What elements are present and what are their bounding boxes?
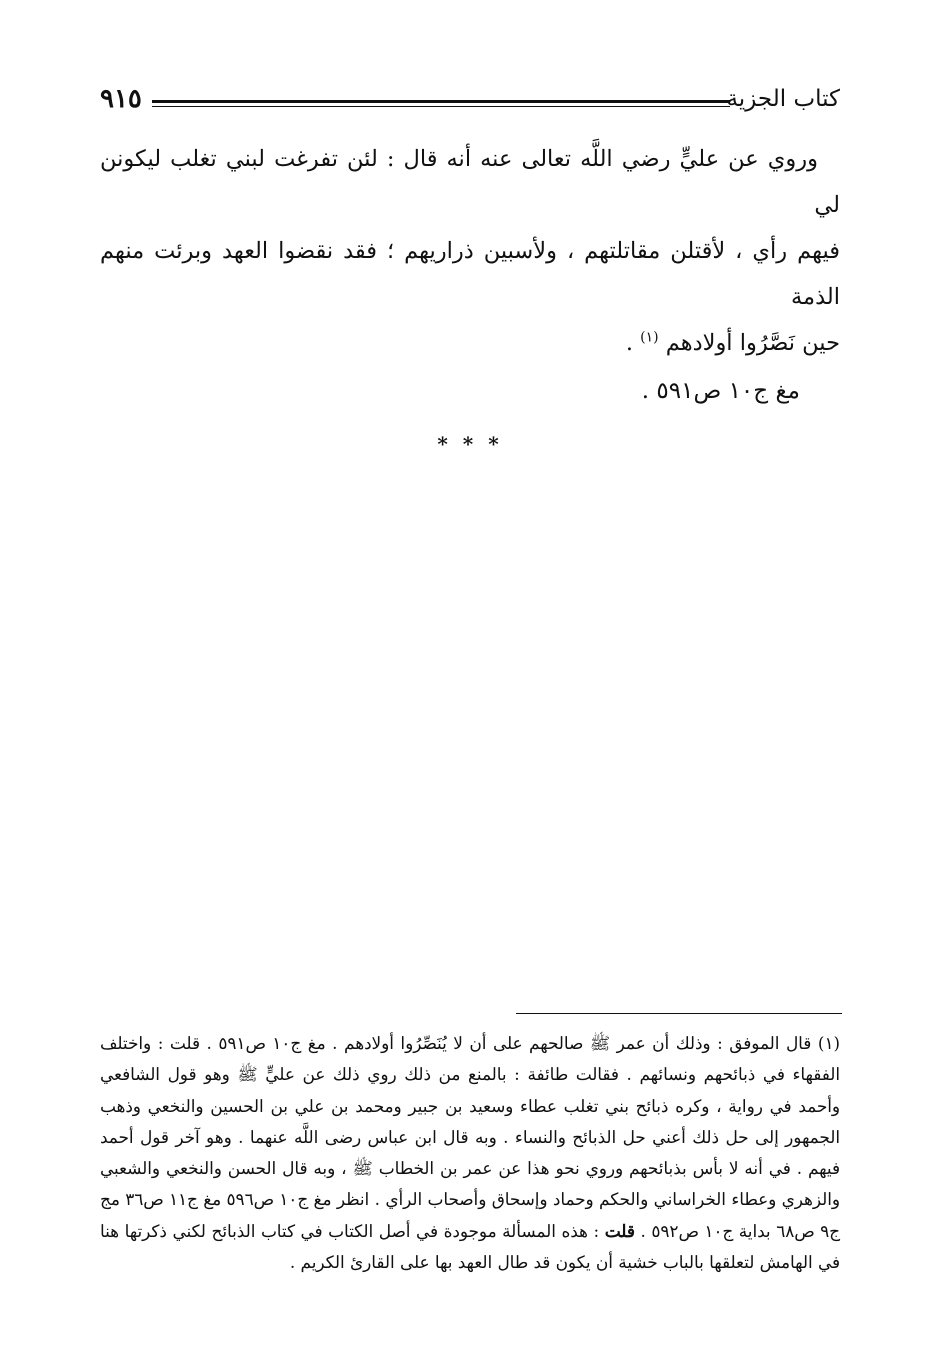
paragraph-line-last xyxy=(100,320,840,366)
page-number: ٩١٥ xyxy=(100,84,142,114)
footnote-line: الذبائح لكني ذكرتها هنا في الهامش لتعلقها بالباب خشية أن يكون قد طال العهد بها على القارئ الكريم . xyxy=(100,1220,840,1273)
footnote-line: الشافعي وأحمد في رواية ، وكره ذبائح بني تغلب عطاء وسعيد بن جبير ومحمد بن علي بن الحسين والنخعي xyxy=(100,1064,840,1116)
source-reference: مغ ج١٠ ص٥٩١ . xyxy=(641,378,800,404)
footnote-reference[interactable]: (١) xyxy=(640,329,659,346)
footnote-line: وذهب الجمهور إلى حل ذلك أعني حل الذبائح والنساء . وبه قال ابن عباس رضى اللَّه عنهما . وهو آخر قول xyxy=(100,1095,840,1147)
header-rule-thin xyxy=(152,106,730,107)
footnote-line: أحمد فيهم . في أنه لا بأس بذبائحهم وروي نحو هذا عن عمر بن الخطاب ﷺ ، وبه قال الحسن والنخعي xyxy=(100,1126,841,1179)
header-rule-thick xyxy=(152,100,730,103)
paragraph-line-text: حين نَصَّرُوا أولادهم xyxy=(665,330,840,356)
chapter-title: كتاب الجزية xyxy=(726,86,840,112)
footnote xyxy=(100,1028,840,1278)
footnote-marker: (١) xyxy=(817,1033,841,1053)
paragraph-line: فيهم رأي ، لأقتلن مقاتلتهم ، ولأسبين ذراريهم ؛ فقد نقضوا العهد وبرئت منهم الذمة xyxy=(100,238,840,310)
footnote-line: واختلف الفقهاء في ذبائحهم ونسائهم . فقالت طائفة : بالمنع من ذلك روي ذلك عن عليٍّ ﷺ وهو قول xyxy=(100,1033,840,1085)
footnote-line: ج١١ ص٣٦ مج ج٩ ص٦٨ بداية ج١٠ ص٥٩٢ . xyxy=(100,1189,840,1241)
section-separator: * * * xyxy=(437,432,503,456)
main-text xyxy=(100,136,840,456)
footnote-line: : هذه المسألة موجودة في أصل الكتاب في كتاب xyxy=(260,1220,600,1241)
footnote-line: والشعبي والزهري وعطاء الخراساني والحكم وحماد وإسحاق وأصحاب الرأي . انظر مغ ج١٠ ص٥٩٦ مغ xyxy=(100,1158,841,1210)
paragraph-line: وروي عن عليٍّ رضي اللَّه تعالى عنه أنه قال : لئن تفرغت لبني تغلب ليكونن لي xyxy=(100,146,840,218)
footnote-rule xyxy=(516,1013,842,1014)
footnote-emphasis: قلت xyxy=(604,1220,635,1241)
running-header xyxy=(100,84,840,122)
sentence-end: . xyxy=(625,330,641,356)
footnote-line: قال الموفق : وذلك أن عمر ﷺ صالحهم على أن لا يُنَصِّرُوا أولادهم . مغ ج١٠ ص٥٩١ . قلت : xyxy=(157,1033,812,1053)
